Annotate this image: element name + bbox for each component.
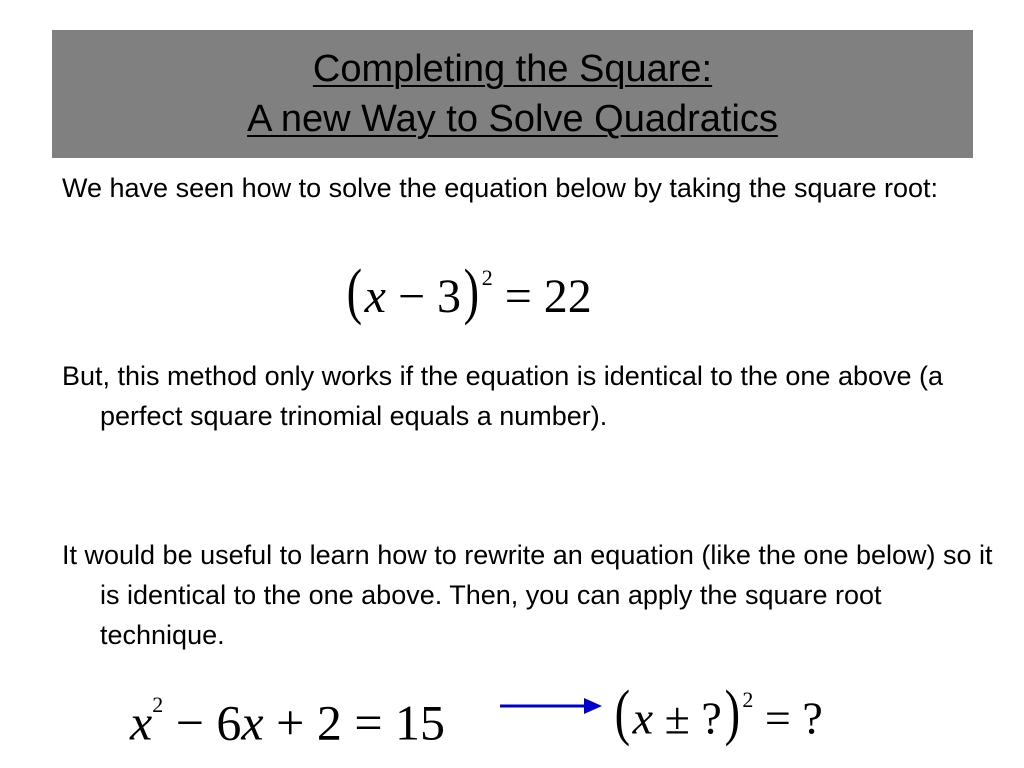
equation3-rhs: = ? bbox=[753, 692, 823, 744]
equation3-unknown: ? bbox=[701, 692, 722, 744]
paragraph-limitation: But, this method only works if the equation is identical to the one above (a perfect square trinomial equals a number). bbox=[62, 361, 944, 431]
equation1-rhs: = 22 bbox=[492, 270, 592, 323]
right-arrow-icon bbox=[498, 694, 604, 718]
equation-perfect-square bbox=[344, 248, 592, 337]
equation2-rhs: = 15 bbox=[341, 694, 446, 751]
paragraph-motivation: It would be useful to learn how to rewrite an equation (like the one below) so it is identical to the one above. Then, you can apply the square root technique. bbox=[62, 540, 993, 650]
equation2-variable-2: x bbox=[241, 694, 264, 751]
title-bar bbox=[52, 30, 973, 158]
equation1-minus: − bbox=[385, 270, 438, 323]
equation2-plus: + bbox=[263, 694, 317, 751]
equation3-right-paren: ) bbox=[724, 679, 740, 748]
equation2-variable-1: x bbox=[130, 694, 153, 751]
equation3-exponent: 2 bbox=[742, 687, 754, 712]
equation2-coefficient: 6 bbox=[216, 694, 242, 751]
equation3-left-paren: ( bbox=[614, 679, 631, 748]
arrow-head bbox=[584, 698, 602, 714]
equation2-minus: − bbox=[163, 694, 217, 751]
equation1-right-paren: ) bbox=[463, 258, 480, 326]
equation2-constant: 2 bbox=[316, 694, 342, 751]
title-line-1: Completing the Square: bbox=[312, 48, 713, 90]
equation1-constant: 3 bbox=[437, 270, 462, 323]
title-line-2: A new Way to Solve Quadratics bbox=[247, 98, 778, 140]
equation-target-form bbox=[612, 672, 823, 756]
equation3-plus-minus: ± bbox=[653, 692, 702, 744]
equation2-exponent: 2 bbox=[152, 692, 164, 717]
equation1-left-paren: ( bbox=[346, 258, 363, 326]
paragraph-intro: We have seen how to solve the equation below by taking the square root: bbox=[62, 173, 939, 203]
equation-quadratic bbox=[130, 680, 445, 758]
equation3-variable: x bbox=[632, 692, 654, 744]
equation1-variable: x bbox=[364, 270, 386, 323]
equation1-exponent: 2 bbox=[481, 265, 493, 290]
